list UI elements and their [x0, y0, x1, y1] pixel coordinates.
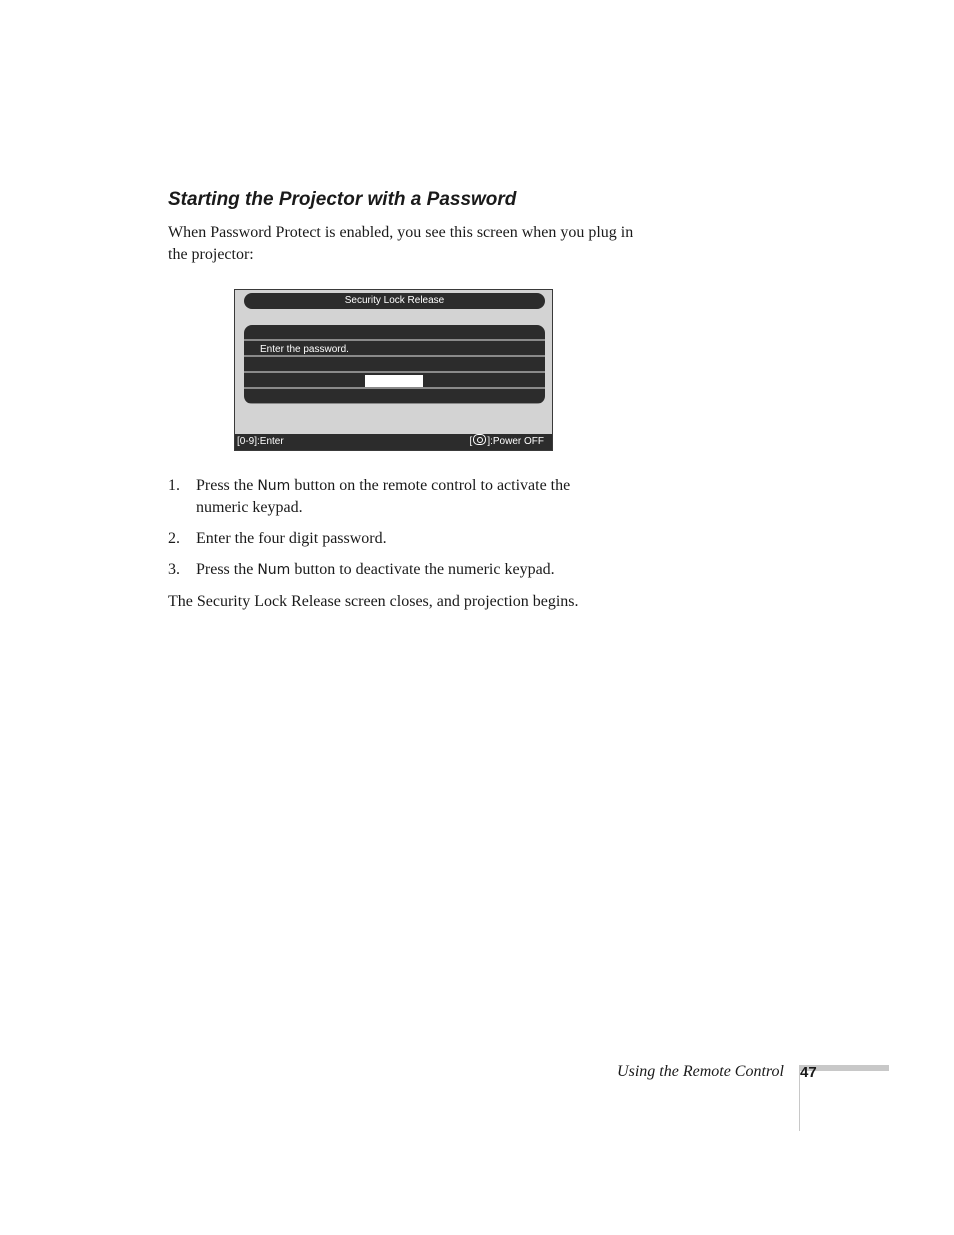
section-heading: Starting the Projector with a Password — [168, 189, 517, 210]
screen-message-panel — [244, 325, 545, 404]
step-text: button to deactivate the numeric keypad. — [290, 561, 555, 578]
num-button-label: Num — [257, 562, 291, 578]
step-number: 2. — [168, 530, 180, 547]
num-button-label: Num — [257, 478, 291, 494]
footer-section-title: Using the Remote Control — [617, 1063, 784, 1080]
page-number: 47 — [800, 1064, 817, 1081]
screen-footer-bar — [235, 434, 552, 450]
password-prompt: Enter the password. — [260, 344, 349, 355]
enter-hint: [0-9]:Enter — [237, 436, 284, 447]
step-number: 3. — [168, 561, 180, 578]
step-item — [168, 475, 608, 519]
closing-paragraph: The Security Lock Release screen closes, and projection begins. — [168, 593, 579, 610]
step-text: button on the remote control to activate the numeric keypad. — [196, 477, 571, 516]
steps-list — [168, 475, 608, 590]
power-hint-label: ]:Power OFF — [487, 436, 544, 447]
screen-title-bar: Security Lock Release — [244, 293, 545, 309]
step-text: Press the — [196, 477, 258, 494]
power-button-icon — [473, 434, 486, 445]
intro-paragraph: When Password Protect is enabled, you see this screen when you plug in the projector: — [168, 224, 634, 263]
power-off-hint — [470, 434, 544, 450]
security-lock-release-screen — [234, 289, 553, 451]
step-item — [168, 528, 608, 550]
power-hint-bracket: [ — [469, 436, 473, 447]
password-entry-field — [365, 375, 423, 387]
step-text: Press the — [196, 561, 258, 578]
step-item — [168, 559, 608, 581]
step-number: 1. — [168, 477, 180, 494]
step-text: Enter the four digit password. — [196, 530, 387, 547]
